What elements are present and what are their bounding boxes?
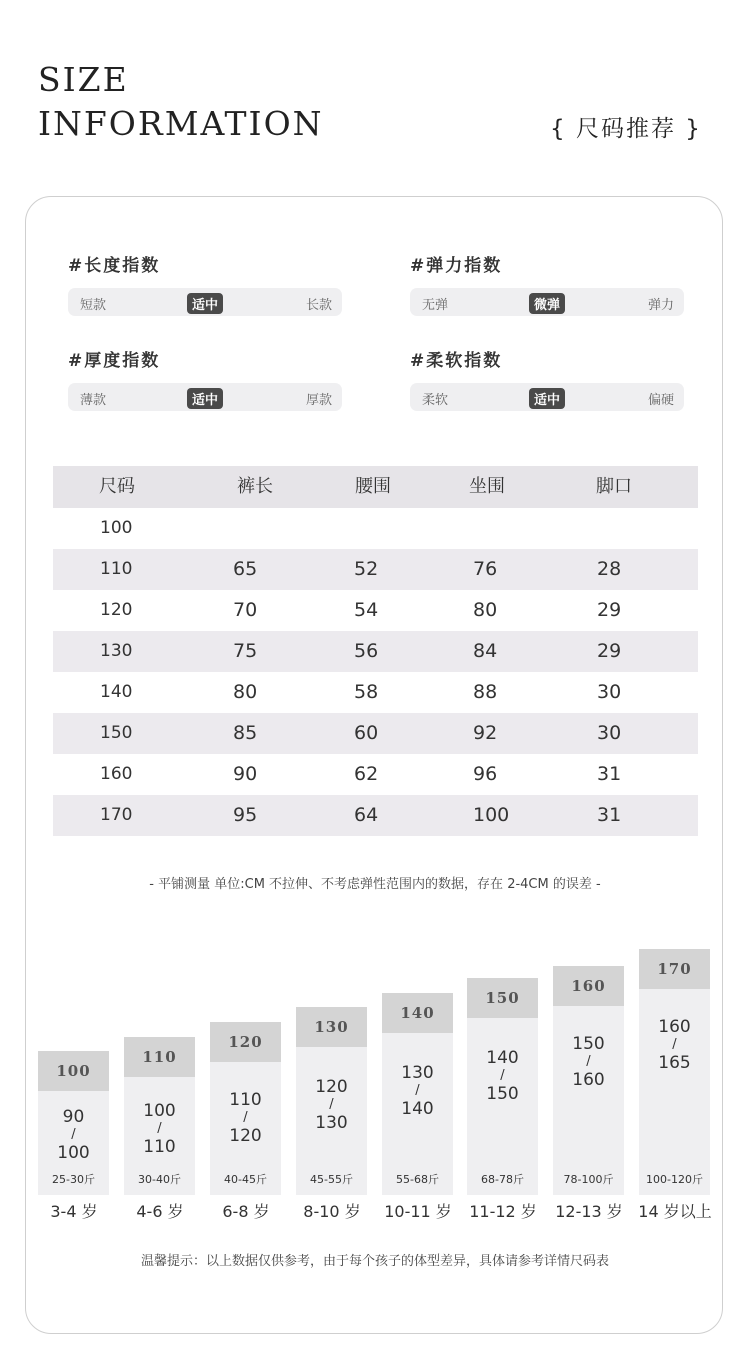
- cell-size: 130: [100, 641, 133, 661]
- cell-leg-opening: 31: [597, 763, 622, 785]
- size-bar-100: [38, 1051, 109, 1195]
- cell-hip: 88: [473, 681, 498, 703]
- index-scale: [410, 383, 684, 411]
- height-high: 150: [486, 1084, 519, 1104]
- cell-size: 120: [100, 600, 133, 620]
- bar-size-label: 160: [553, 966, 624, 1006]
- height-high: 120: [229, 1126, 262, 1146]
- cell-waist: 58: [354, 681, 379, 703]
- bar-size-label: 150: [467, 978, 538, 1018]
- cell-length: 85: [233, 722, 258, 744]
- size-bar-150: [467, 978, 538, 1195]
- bar-weight: 40-45斤: [224, 1173, 267, 1186]
- scale-left: 薄款: [80, 393, 107, 408]
- bar-weight: 78-100斤: [563, 1173, 614, 1186]
- height-separator: /: [500, 1068, 505, 1083]
- height-high: 100: [57, 1143, 90, 1163]
- index-label: #长度指数: [68, 256, 161, 276]
- cell-length: 80: [233, 681, 258, 703]
- bar-size-label: 140: [382, 993, 453, 1033]
- age-label: 10-11 岁: [384, 1202, 452, 1221]
- cell-hip: 100: [473, 804, 510, 826]
- height-low: 120: [315, 1077, 348, 1097]
- header-waist: 腰围: [355, 476, 391, 497]
- index-softness: [410, 346, 684, 411]
- bar-weight: 55-68斤: [396, 1173, 439, 1186]
- cell-length: 65: [233, 558, 258, 580]
- table-row: [53, 590, 698, 631]
- cell-leg-opening: 31: [597, 804, 622, 826]
- bar-height-range: [296, 1077, 367, 1133]
- measurement-note: - 平铺测量 单位:CM 不拉伸、不考虑弹性范围内的数据，存在 2-4CM 的误差 -: [149, 877, 601, 892]
- scale-left: 短款: [80, 298, 107, 313]
- table-row: [53, 795, 698, 836]
- age-label: 6-8 岁: [222, 1202, 270, 1221]
- bar-height-range: [38, 1107, 109, 1163]
- size-bar-170: [639, 949, 710, 1195]
- bar-height-range: [553, 1034, 624, 1090]
- bar-height-range: [124, 1101, 195, 1157]
- cell-hip: 80: [473, 599, 498, 621]
- cell-leg-opening: 30: [597, 681, 622, 703]
- age-label: 4-6 岁: [136, 1202, 184, 1221]
- bar-size-label: 170: [639, 949, 710, 989]
- cell-hip: 76: [473, 558, 498, 580]
- bar-height-range: [639, 1017, 710, 1073]
- header-leg-opening: 脚口: [596, 476, 632, 497]
- bar-height-range: [210, 1090, 281, 1146]
- title-line-1: SIZE: [38, 60, 129, 99]
- cell-waist: 56: [354, 640, 379, 662]
- table-row: [53, 508, 698, 549]
- subtitle: { 尺码推荐 }: [550, 116, 702, 142]
- index-label: #弹力指数: [410, 256, 503, 276]
- height-high: 165: [658, 1053, 691, 1073]
- scale-right: 偏硬: [647, 393, 674, 408]
- index-thickness: [68, 346, 342, 411]
- cell-size: 170: [100, 805, 133, 825]
- scale-right: 厚款: [305, 393, 332, 408]
- index-scale: [68, 383, 342, 411]
- bar-size-label: 100: [38, 1051, 109, 1091]
- height-separator: /: [329, 1097, 334, 1112]
- size-table: [53, 466, 698, 836]
- size-bar-120: [210, 1022, 281, 1195]
- height-low: 90: [62, 1107, 85, 1127]
- height-low: 110: [229, 1090, 262, 1110]
- bar-weight: 100-120斤: [646, 1173, 703, 1186]
- table-row: [53, 672, 698, 713]
- table-row: [53, 631, 698, 672]
- cell-hip: 92: [473, 722, 498, 744]
- height-high: 130: [315, 1113, 348, 1133]
- scale-selected: 微弹: [529, 293, 565, 314]
- index-elasticity: [410, 251, 684, 316]
- age-label: 14 岁以上: [638, 1202, 712, 1221]
- bar-size-label: 110: [124, 1037, 195, 1077]
- scale-selected: 适中: [187, 388, 223, 409]
- cell-size: 140: [100, 682, 133, 702]
- scale-right: 弹力: [647, 298, 674, 313]
- cell-waist: 62: [354, 763, 379, 785]
- cell-waist: 52: [354, 558, 379, 580]
- index-label: #柔软指数: [410, 351, 503, 371]
- title-line-2: INFORMATION: [38, 104, 324, 143]
- age-label: 3-4 岁: [50, 1202, 98, 1221]
- cell-hip: 84: [473, 640, 498, 662]
- scale-selected: 适中: [187, 293, 223, 314]
- cell-size: 100: [100, 518, 133, 538]
- index-length: [68, 251, 342, 316]
- header-size: 尺码: [99, 476, 135, 497]
- page-title: [38, 58, 324, 146]
- scale-selected: 适中: [529, 388, 565, 409]
- cell-waist: 64: [354, 804, 379, 826]
- size-bar-140: [382, 993, 453, 1195]
- size-bar-130: [296, 1007, 367, 1195]
- height-high: 110: [143, 1137, 176, 1157]
- height-low: 100: [143, 1101, 176, 1121]
- size-bar-160: [553, 966, 624, 1195]
- cell-leg-opening: 30: [597, 722, 622, 744]
- cell-size: 110: [100, 559, 133, 579]
- age-label: 12-13 岁: [555, 1202, 623, 1221]
- cell-hip: 96: [473, 763, 498, 785]
- cell-size: 150: [100, 723, 133, 743]
- bar-weight: 45-55斤: [310, 1173, 353, 1186]
- bar-size-label: 120: [210, 1022, 281, 1062]
- bar-height-range: [382, 1063, 453, 1119]
- table-row: [53, 549, 698, 590]
- height-low: 150: [572, 1034, 605, 1054]
- height-low: 160: [658, 1017, 691, 1037]
- scale-right: 长款: [305, 298, 332, 313]
- cell-leg-opening: 29: [597, 599, 622, 621]
- height-separator: /: [672, 1037, 677, 1052]
- height-separator: /: [586, 1054, 591, 1069]
- size-bar-110: [124, 1037, 195, 1195]
- header-length: 裤长: [237, 476, 273, 497]
- scale-left: 柔软: [422, 393, 449, 408]
- warm-tip: 温馨提示：以上数据仅供参考，由于每个孩子的体型差异，具体请参考详情尺码表: [140, 1254, 609, 1269]
- height-separator: /: [157, 1121, 162, 1136]
- table-header: [53, 466, 698, 508]
- cell-leg-opening: 29: [597, 640, 622, 662]
- cell-length: 70: [233, 599, 258, 621]
- cell-length: 90: [233, 763, 258, 785]
- index-scale: [410, 288, 684, 316]
- height-high: 160: [572, 1070, 605, 1090]
- height-separator: /: [71, 1127, 76, 1142]
- table-row: [53, 754, 698, 795]
- height-separator: /: [415, 1083, 420, 1098]
- bar-weight: 30-40斤: [138, 1173, 181, 1186]
- bar-size-label: 130: [296, 1007, 367, 1047]
- height-low: 140: [486, 1048, 519, 1068]
- cell-leg-opening: 28: [597, 558, 622, 580]
- bar-height-range: [467, 1048, 538, 1104]
- height-low: 130: [401, 1063, 434, 1083]
- bar-weight: 68-78斤: [481, 1173, 524, 1186]
- height-high: 140: [401, 1099, 434, 1119]
- index-scale: [68, 288, 342, 316]
- cell-waist: 60: [354, 722, 379, 744]
- age-label: 8-10 岁: [303, 1202, 361, 1221]
- age-label: 11-12 岁: [469, 1202, 537, 1221]
- header-hip: 坐围: [469, 476, 505, 497]
- cell-size: 160: [100, 764, 133, 784]
- cell-waist: 54: [354, 599, 379, 621]
- cell-length: 75: [233, 640, 258, 662]
- bar-weight: 25-30斤: [52, 1173, 95, 1186]
- height-separator: /: [243, 1110, 248, 1125]
- index-label: #厚度指数: [68, 351, 161, 371]
- table-row: [53, 713, 698, 754]
- cell-length: 95: [233, 804, 258, 826]
- scale-left: 无弹: [422, 298, 449, 313]
